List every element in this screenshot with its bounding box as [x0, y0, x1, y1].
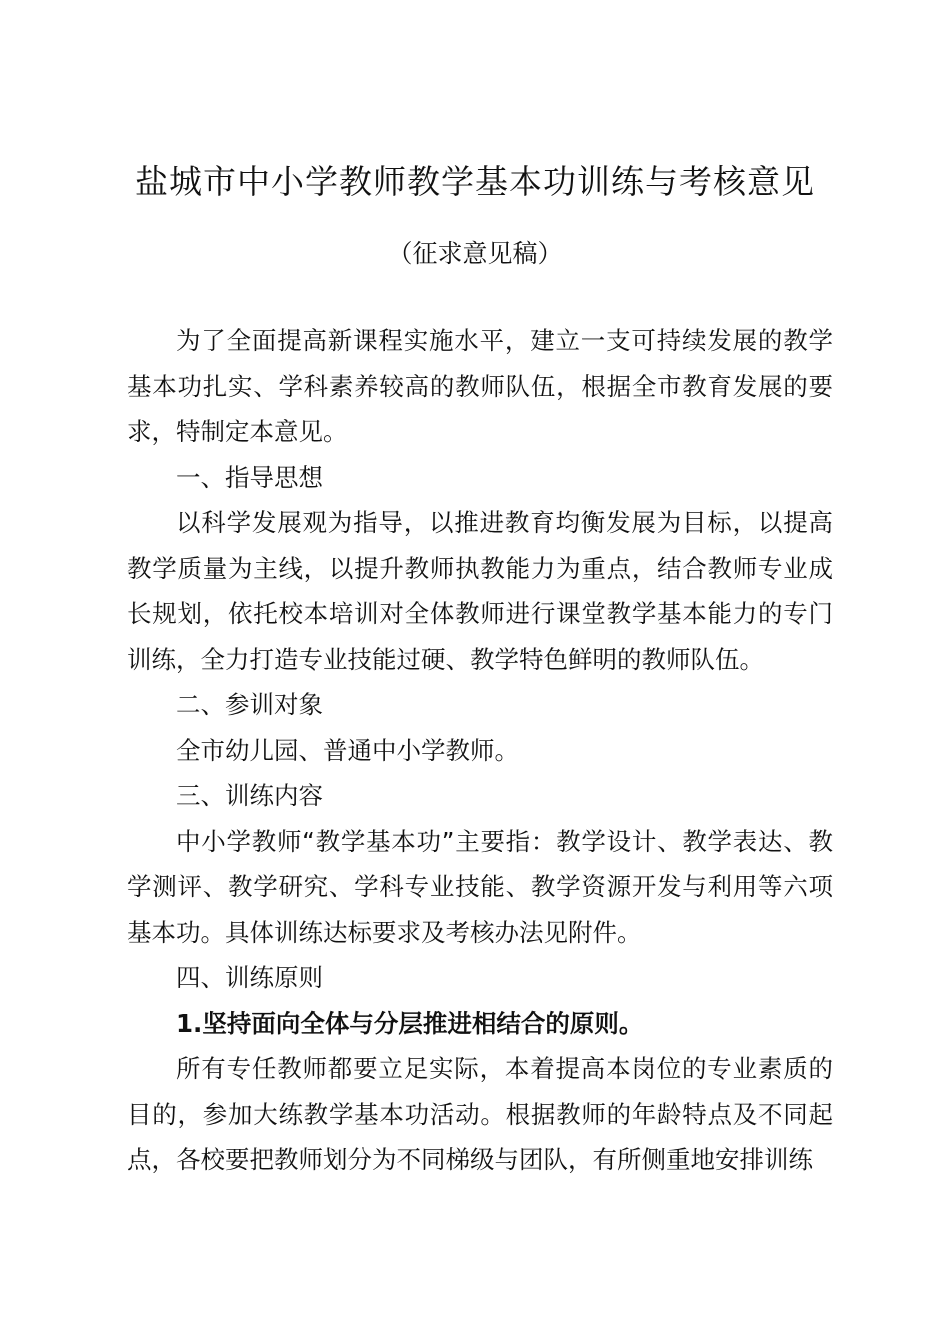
document-subtitle: （征求意见稿）	[387, 239, 563, 268]
section-body-principle-1: 所有专任教师都要立足实际，本着提高本岗位的专业素质的目的，参加大练教学基本功活动。根据教师的年龄特点及不同起点，各校要把教师划分为不同梯级与团队，有所侧重地安排训练	[127, 1054, 833, 1174]
document-body	[127, 318, 833, 1183]
intro-paragraph: 为了全面提高新课程实施水平，建立一支可持续发展的教学基本功扎实、学科素养较高的教师队伍，根据全市教育发展的要求，特制定本意见。	[127, 326, 833, 446]
section-subheading-principle-1: 1.坚持面向全体与分层推进相结合的原则。	[176, 1008, 644, 1038]
section-heading-training-content: 三、训练内容	[176, 781, 323, 810]
section-heading-participants: 二、参训对象	[176, 690, 323, 719]
section-body-training-content: 中小学教师“教学基本功”主要指：教学设计、教学表达、教学测评、教学研究、学科专业技能、教学资源开发与利用等六项基本功。具体训练达标要求及考核办法见附件。	[127, 826, 833, 947]
section-heading-guiding-ideology: 一、指导思想	[176, 462, 323, 492]
document-title: 盐城市中小学教师教学基本功训练与考核意见	[135, 162, 815, 201]
section-heading-training-principles: 四、训练原则	[176, 963, 323, 992]
section-body-participants: 全市幼儿园、普通中小学教师。	[176, 735, 519, 765]
section-body-guiding-ideology: 以科学发展观为指导，以推进教育均衡发展为目标，以提高教学质量为主线，以提升教师执教能力为重点，结合教师专业成长规划，依托校本培训对全体教师进行课堂教学基本能力的专门训练，全力打造专业技能过硬、教学特色鲜明的教师队伍。	[127, 508, 833, 674]
